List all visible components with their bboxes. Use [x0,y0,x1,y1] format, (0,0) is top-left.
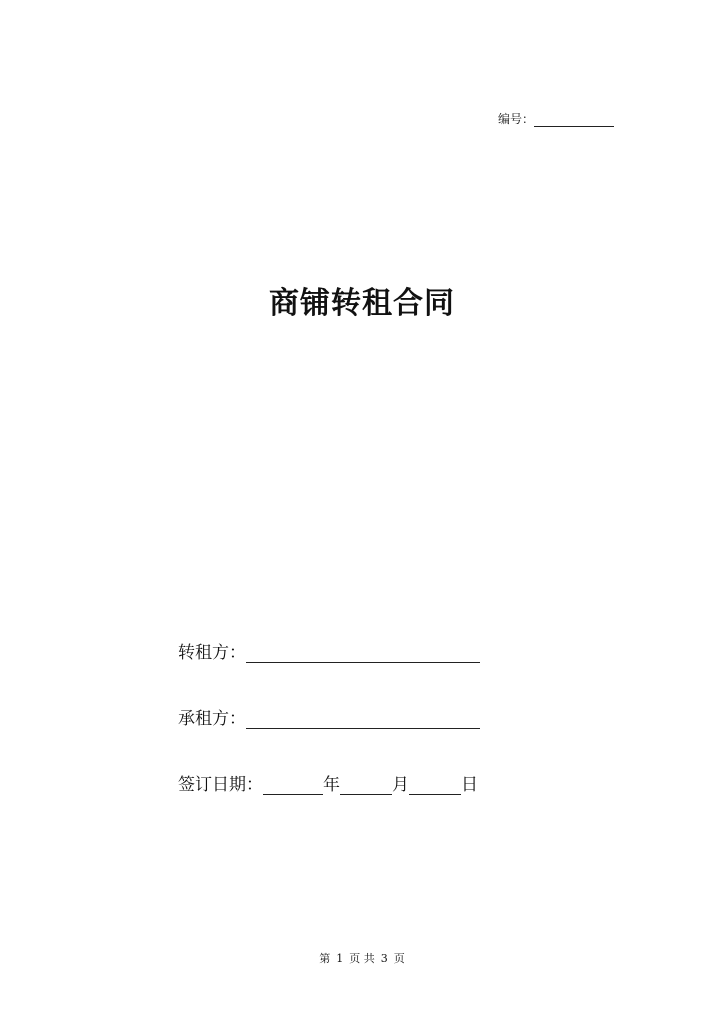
document-number-label: 编号： [498,112,535,126]
page-footer [0,950,724,966]
page-prefix: 第 [319,952,331,965]
month-label: 月 [392,775,409,795]
sublessor-row [178,638,480,663]
sign-date-row [178,770,478,795]
sublessee-blank[interactable] [246,710,480,729]
sign-month-blank[interactable] [340,776,392,795]
sign-day-blank[interactable] [409,776,461,795]
page-current: 1 [336,952,344,965]
sublessee-label: 承租方： [178,709,246,729]
sublessor-blank[interactable] [246,644,480,663]
document-number-row [498,110,614,127]
page-total: 3 [380,952,388,965]
document-number-blank[interactable] [534,112,614,127]
day-label: 日 [461,775,478,795]
sublessor-label: 转租方： [178,643,246,663]
sublessee-row [178,704,480,729]
page-mid: 页 共 [349,952,375,965]
sign-date-label: 签订日期： [178,775,263,795]
year-label: 年 [323,775,340,795]
sign-year-blank[interactable] [263,776,323,795]
document-title: 商铺转租合同 [269,286,455,321]
page-suffix: 页 [393,952,405,965]
